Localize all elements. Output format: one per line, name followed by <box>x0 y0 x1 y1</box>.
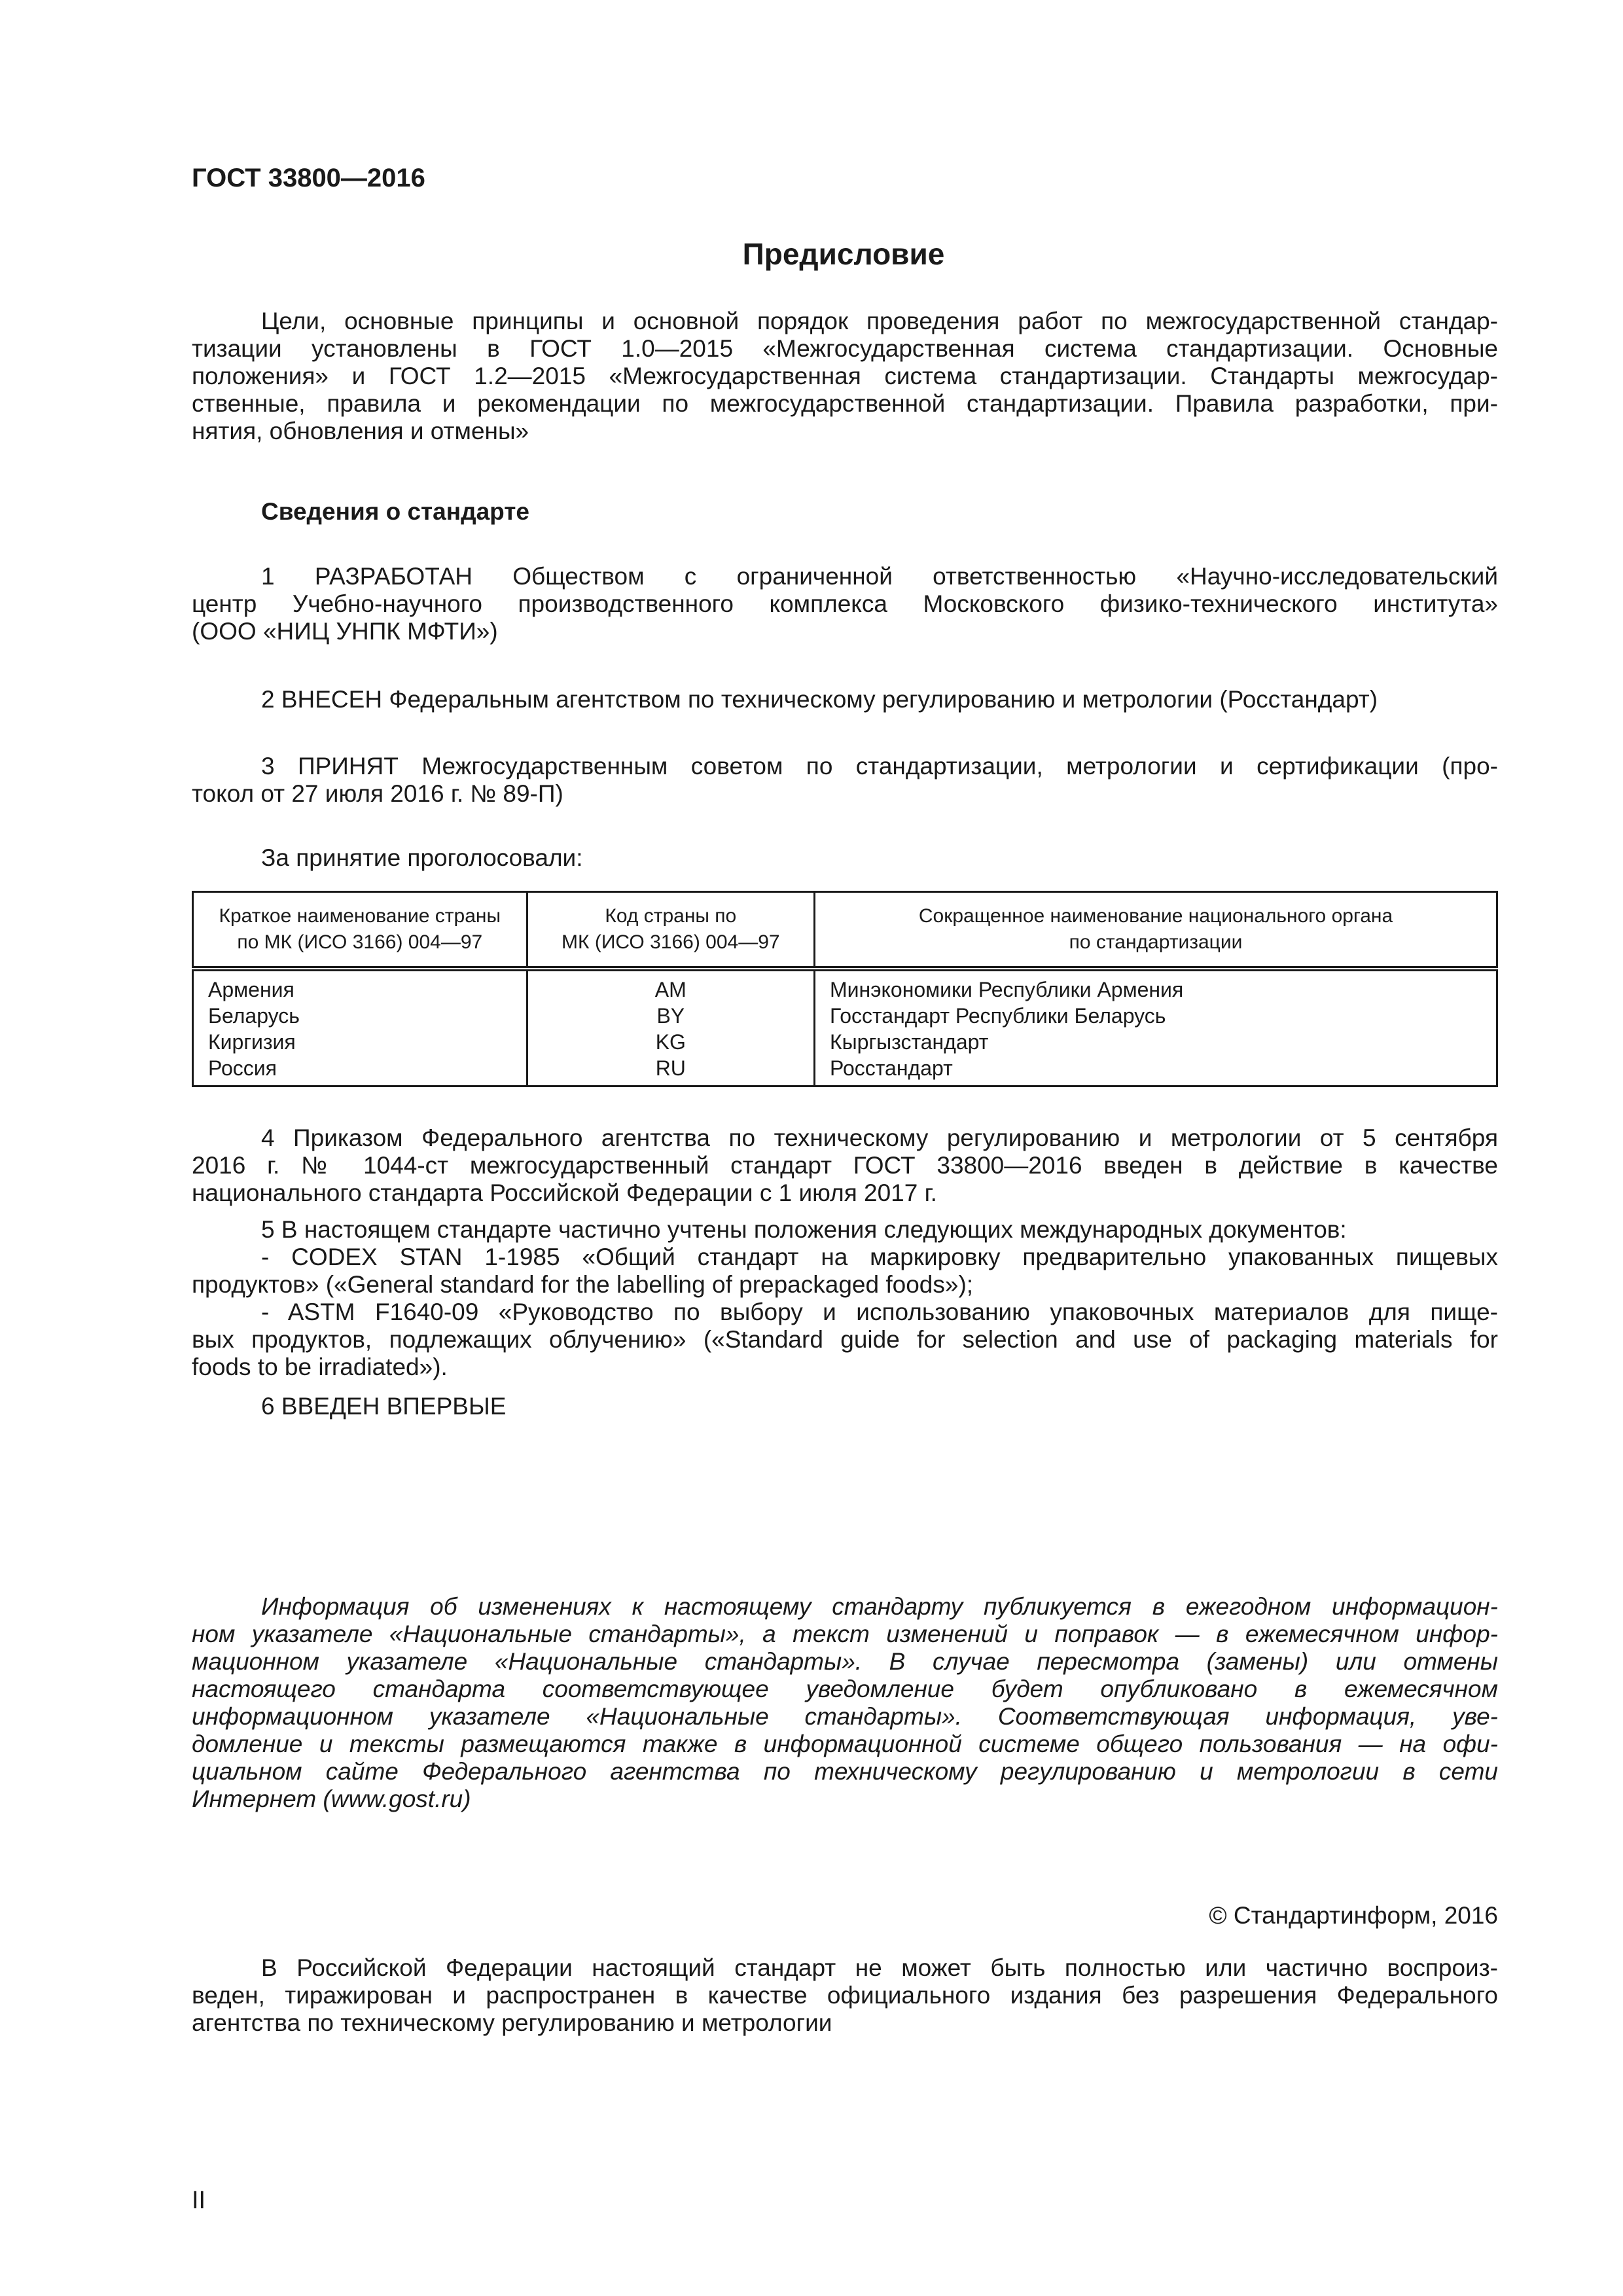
country-code-cell: AM <box>527 969 814 1003</box>
text-line: Интернет (www.gost.ru) <box>192 1785 471 1812</box>
text-line: Информация об изменениях к настоящему стандарту публикуется в ежегодном информацион- <box>261 1593 1498 1620</box>
text-line: мационном указателе «Национальные стандарты». В случае пересмотра (замены) или отмены <box>192 1648 1498 1675</box>
item-2-text: 2 ВНЕСЕН Федеральным агентством по техническому регулированию и метрологии (Росстандарт) <box>261 686 1378 713</box>
item-4-order <box>192 1124 1498 1207</box>
text-line: - ASTM F1640-09 «Руководство по выбору и использованию упаковочных материалов для пище- <box>261 1299 1498 1325</box>
votes-label: За принятие проголосовали: <box>261 844 583 871</box>
copyright: © Стандартинформ, 2016 <box>1209 1902 1498 1929</box>
changes-info-paragraph <box>192 1593 1498 1813</box>
national-body-cell: Госстандарт Республики Беларусь <box>815 1003 1497 1029</box>
item-5-codex <box>192 1244 1498 1299</box>
text-line: ном указателе «Национальные стандарты», а текст изменений и поправок — в ежемесячном инфор- <box>192 1621 1498 1647</box>
table-row <box>193 1029 1497 1055</box>
national-body-cell: Минэкономики Республики Армения <box>815 969 1497 1003</box>
text-line: тизации установлены в ГОСТ 1.0—2015 «Межгосударственная система стандартизации. Основные <box>192 335 1498 362</box>
table-header-row <box>193 892 1497 969</box>
table-row <box>193 1055 1497 1086</box>
item-5-intro <box>192 1216 1498 1244</box>
country-code-cell: KG <box>527 1029 814 1055</box>
text-line: нятия, обновления и отмены» <box>192 418 529 444</box>
text-line: 4 Приказом Федерального агентства по техническому регулированию и метрологии от 5 сентября <box>261 1124 1498 1151</box>
country-name-cell: Россия <box>193 1055 527 1086</box>
header-country-code: Код страны по МК (ИСО 3166) 004—97 <box>527 892 814 969</box>
text-line: ственные, правила и рекомендации по межгосударственной стандартизации. Правила разработки, при- <box>192 390 1498 417</box>
text-line: настоящего стандарта соответствующее уведомление будет опубликовано в ежемесячном <box>192 1676 1498 1702</box>
text-line: циальном сайте Федерального агентства по техническому регулированию и метрологии в сети <box>192 1758 1498 1785</box>
country-name-cell: Киргизия <box>193 1029 527 1055</box>
votes-table <box>192 891 1498 1087</box>
text-line: (ООО «НИЦ УНПК МФТИ») <box>192 618 498 645</box>
text-line: 1 РАЗРАБОТАН Обществом с ограниченной ответственностью «Научно-исследовательский <box>261 563 1498 590</box>
votes-label-paragraph <box>192 844 1498 872</box>
intro-paragraph <box>192 308 1498 445</box>
header-country-name: Краткое наименование страны по МК (ИСО 3166) 004—97 <box>193 892 527 969</box>
text-line: национального стандарта Российской Федерации с 1 июля 2017 г. <box>192 1179 937 1206</box>
item-1-developed <box>192 563 1498 645</box>
item-2-submitted <box>192 686 1498 713</box>
item-5-astm <box>192 1299 1498 1381</box>
text-line: В Российской Федерации настоящий стандарт не может быть полностью или частично воспроиз- <box>261 1954 1498 1981</box>
text-line: - CODEX STAN 1-1985 «Общий стандарт на маркировку предварительно упакованных пищевых <box>261 1244 1498 1270</box>
table-row <box>193 969 1497 1003</box>
text-line: вых продуктов, подлежащих облучению» («Standard guide for selection and use of packaging materials for <box>192 1326 1498 1353</box>
text-line: веден, тиражирован и распространен в качестве официального издания без разрешения Федерального <box>192 1982 1498 2009</box>
text-line: токол от 27 июля 2016 г. № 89-П) <box>192 780 563 807</box>
country-name-cell: Беларусь <box>193 1003 527 1029</box>
item-3-adopted <box>192 753 1498 808</box>
page-number: II <box>192 2187 206 2214</box>
text-line: информационном указателе «Национальные стандарты». Соответствующая информация, уве- <box>192 1703 1498 1730</box>
text-line: агентства по техническому регулированию и метрологии <box>192 2009 832 2036</box>
country-code-cell: BY <box>527 1003 814 1029</box>
text-line: 5 В настоящем стандарте частично учтены положения следующих международных документов: <box>261 1216 1347 1243</box>
text-line: продуктов» («General standard for the labelling of prepackaged foods»); <box>192 1271 974 1298</box>
header-national-body: Сокращенное наименование национального органа по стандартизации <box>815 892 1497 969</box>
text-line: центр Учебно-научного производственного комплекса Московского физико-технического института» <box>192 590 1498 617</box>
section-heading: Сведения о стандарте <box>261 498 529 525</box>
text-line: 2016 г. № 1044-ст межгосударственный стандарт ГОСТ 33800—2016 введен в действие в качестве <box>192 1152 1498 1179</box>
national-body-cell: Росстандарт <box>815 1055 1497 1086</box>
country-code-cell: RU <box>527 1055 814 1086</box>
text-line: Цели, основные принципы и основной порядок проведения работ по межгосударственной стандар- <box>261 308 1498 334</box>
country-name-cell: Армения <box>193 969 527 1003</box>
page-title: Предисловие <box>742 237 945 271</box>
table-row <box>193 1003 1497 1029</box>
copyright-line <box>192 1902 1498 1929</box>
standard-designation: ГОСТ 33800—2016 <box>192 164 425 192</box>
text-line: foods to be irradiated»). <box>192 1354 448 1380</box>
item-6-text: 6 ВВЕДЕН ВПЕРВЫЕ <box>261 1393 507 1420</box>
reproduction-rights-paragraph <box>192 1954 1498 2037</box>
text-line: 3 ПРИНЯТ Межгосударственным советом по стандартизации, метрологии и сертификации (про- <box>261 753 1498 780</box>
item-6-first-introduced <box>192 1393 1498 1420</box>
national-body-cell: Кыргызстандарт <box>815 1029 1497 1055</box>
text-line: домление и тексты размещаются также в информационной системе общего пользования — на офи- <box>192 1731 1498 1757</box>
text-line: положения» и ГОСТ 1.2—2015 «Межгосударственная система стандартизации. Стандарты межгосудар- <box>192 363 1498 389</box>
